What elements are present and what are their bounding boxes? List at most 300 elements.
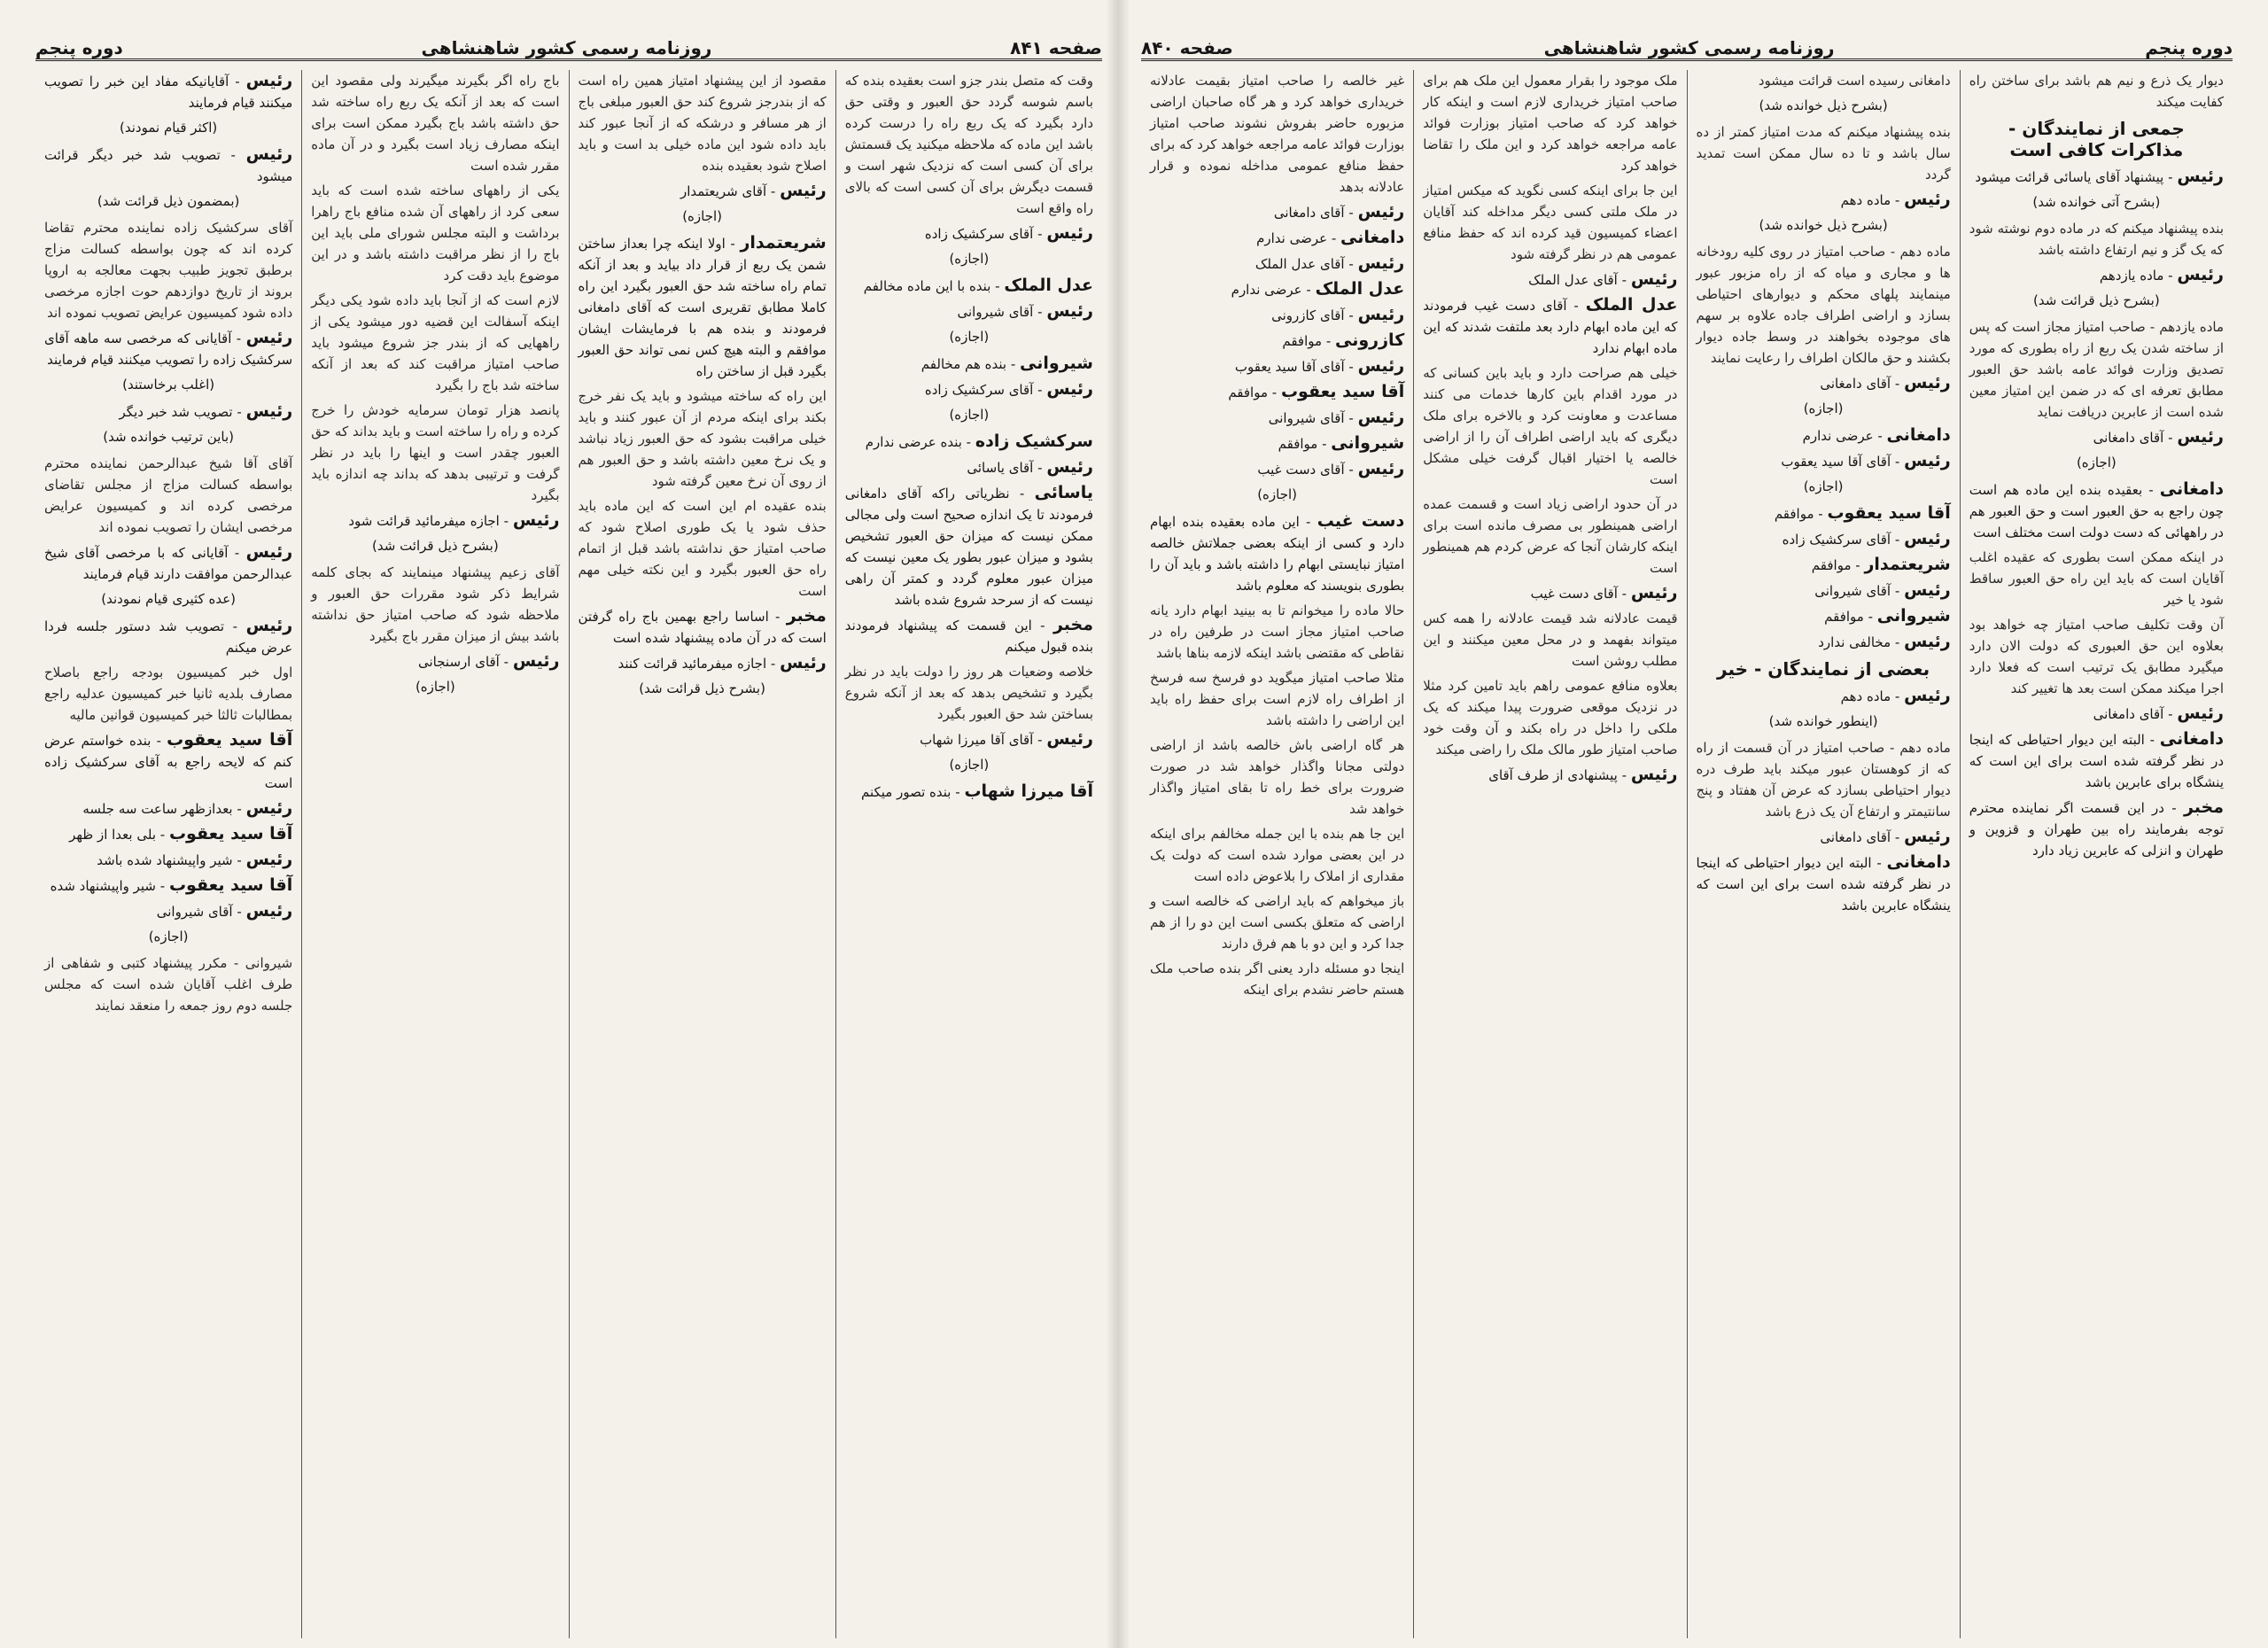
- text-column: [1413, 70, 1686, 1638]
- speech-paragraph: [1969, 426, 2224, 448]
- speaker-separator: -: [1891, 583, 1905, 599]
- speech-text: اساسا راجع بهمین باج راه گرفتن است که در آن ماده پیشنهاد شده است: [578, 609, 827, 646]
- speech-paragraph: [1697, 372, 1951, 394]
- speech-paragraph: [1150, 201, 1404, 223]
- speech-text: بنده تصور میکنم: [860, 784, 951, 800]
- procedural-note: (بشرح ذیل قرائت شد): [2033, 292, 2160, 308]
- speaker-name: رئیس: [1046, 457, 1093, 477]
- speech-paragraph: [845, 275, 1093, 297]
- speaker-name: رئیس: [780, 181, 827, 200]
- speaker-separator: -: [1851, 557, 1865, 573]
- speaker-separator: -: [1863, 609, 1877, 625]
- speaker-separator: -: [2163, 430, 2178, 446]
- speech-paragraph: [44, 144, 292, 187]
- text-column: [35, 70, 301, 1638]
- speaker-separator: -: [224, 618, 246, 634]
- page-header: [1141, 19, 2233, 61]
- body-paragraph: بنده پیشنهاد میکنم که مدت امتیاز کمتر از ده سال باشد و تا ده سال ممکن است تمدید گردد: [1696, 124, 1951, 183]
- body-paragraph: این جا هم بنده با این جمله مخالفم برای اینکه در این بعضی موارد شده است که دولت یک مقداری از املاک را بلاعوض داده است: [1150, 826, 1405, 884]
- speaker-separator: -: [1268, 385, 1281, 400]
- speech-text: بلی بعدا از ظهر: [69, 827, 157, 843]
- text-column: [569, 70, 835, 1638]
- page-840: [1118, 0, 2268, 1648]
- speaker-name: شیروانی: [1331, 433, 1405, 453]
- speech-paragraph: [1697, 502, 1951, 525]
- speaker-name: رئیس: [1904, 451, 1951, 470]
- speech-paragraph: [311, 509, 559, 532]
- speaker-separator: -: [766, 183, 781, 199]
- speaker-name: رئیس: [1046, 379, 1093, 399]
- speech-text: آقای دامغانی: [1820, 829, 1891, 845]
- speech-text: البته این دیوار احتیاطی که اینجا در نظر گرفته شده است برای این است که ینشگاه عابرین باشد: [1696, 855, 1951, 913]
- speech-paragraph: [845, 482, 1093, 610]
- speaker-name: رئیس: [245, 850, 293, 869]
- page-number: صفحه ۸۴۰: [1141, 37, 1233, 58]
- speaker-separator: -: [1617, 586, 1631, 602]
- speech-paragraph: [1150, 407, 1404, 429]
- body-paragraph: اینجا دو مسئله دارد یعنی اگر بنده صاحب ملک هستم حاضر نشدم برای اینکه: [1150, 960, 1405, 998]
- speech-paragraph: [1697, 450, 1951, 472]
- speech-text: شیر واپیشنهاد شده باشد: [97, 852, 233, 868]
- body-paragraph: قیمت عادلانه شد قیمت عادلانه را همه کس میتواند بفهمد و در محل معین میکنند و این مطلب روشن است: [1423, 610, 1678, 669]
- speaker-name: رئیس: [245, 542, 293, 562]
- procedural-note: (اجازه): [415, 679, 455, 695]
- speaker-separator: -: [1033, 226, 1047, 242]
- bold-remark: جمعی از نمایندگان - مذاکرات کافی است: [2008, 118, 2185, 160]
- speaker-name: مخبر: [2183, 797, 2224, 817]
- speech-paragraph: [1969, 703, 2224, 725]
- speaker-separator: -: [768, 609, 787, 625]
- text-column: [1687, 70, 1960, 1638]
- speech-text: موافقم: [1228, 385, 1269, 400]
- speech-paragraph: [1150, 458, 1404, 480]
- speaker-name: سرکشیک زاده: [975, 431, 1093, 451]
- speech-text: ماده دهم: [1840, 688, 1891, 704]
- speech-text: این قسمت که پیشنهاد فرمودند بنده قبول میکنم: [844, 618, 1093, 655]
- body-paragraph: لازم است که از آنجا باید داده شود یکی دیگر اینکه آسفالت این قضیه دور میشود یکی از راههایی که از بندر جز شروع میشود باید صاحب امتیاز مراقبت کند که بعد از آنکه ساخته شد باج را بگیرد: [311, 292, 560, 393]
- body-paragraph: ملک موجود را بقرار معمول این ملک هم برای صاحب امتیاز خریداری لازم است و اینکه کار خواهد کرد که صاحب امتیاز بوزارت فوائد عامه مراجعه خواهد کرد و این ملک را تقاضا خواهد کرد: [1423, 73, 1678, 174]
- speech-paragraph: [1150, 227, 1404, 249]
- speaker-separator: -: [1033, 732, 1047, 748]
- body-paragraph: ماده یازدهم - صاحب امتیاز مجاز است که پس از ساخته شدن یک ربع از راه بطوری که مورد تصدیق وزارت فوائد عامه باشد حق العبور مطابق تعرفه ای که در ضمن این امتیاز معین شده است از عابرین دریافت نماید: [1969, 319, 2224, 420]
- speech-text: آقای آقا سید یعقوب: [1234, 359, 1345, 375]
- body-paragraph: مثلا صاحب امتیاز میگوید دو فرسخ سه فرسخ از اطراف راه لازم است برای حفظ راه باید این اراضی را داشته باشد: [1150, 670, 1405, 728]
- speaker-name: آقا سید یعقوب: [168, 824, 293, 843]
- body-paragraph: حالا ماده را میخوانم تا به بینید ابهام دارد یانه صاحب امتیاز مجاز است در طرفین راه در نقاطی که مقتضی باشد اینکه لازمه بناها باشد: [1150, 602, 1405, 661]
- speaker-name: عدل الملک: [1585, 295, 1678, 315]
- speaker-separator: -: [1873, 428, 1887, 444]
- procedural-note: (بشرح ذیل قرائت شد): [639, 680, 765, 696]
- speaker-separator: -: [2163, 169, 2178, 185]
- body-paragraph: در آن حدود اراضی زیاد است و قسمت عمده اراضی همینطور بی مصرف مانده است برای اینکه کارشان آنجا که عرض کردم هم همینطور است: [1423, 496, 1678, 576]
- body-paragraph: این جا برای اینکه کسی نگوید که میکس امتیاز در ملک ملتی کسی دیگر مداخله کند آقایان اعضاء کمیسیون قید کرده اند که حفظ منافع عمومی هم در نظر گرفته شود: [1423, 183, 1678, 262]
- speaker-name: رئیس: [1904, 686, 1951, 705]
- speaker-separator: -: [499, 513, 513, 529]
- speech-text: آقای دامغانی: [2093, 706, 2164, 722]
- speaker-separator: -: [1891, 454, 1905, 470]
- body-paragraph: بعلاوه منافع عمومی راهم باید تامین کرد مثلا در نزدیک موقعی ضرورت پیدا میکند که یک ملکی را داخل در راه بکند و آن وقت خود صاحب امتیاز طور مالک ملک را راضی میکند: [1423, 678, 1678, 758]
- speaker-separator: -: [1344, 256, 1358, 272]
- speech-paragraph: [845, 353, 1093, 375]
- body-paragraph: بنده پیشنهاد میکنم که در ماده دوم نوشته شود که یک گز و نیم ارتفاع داشته باشد: [1969, 221, 2224, 258]
- speaker-separator: -: [1033, 304, 1047, 320]
- speech-paragraph: [44, 797, 292, 820]
- speech-paragraph: [1969, 728, 2224, 793]
- speech-paragraph: [1697, 189, 1951, 211]
- speaker-name: رئیس: [245, 798, 293, 818]
- speech-text: بنده با این ماده مخالفم: [863, 278, 991, 294]
- speech-paragraph: [1697, 528, 1951, 550]
- speaker-name: رئیس: [1904, 827, 1951, 846]
- speech-text: موافقم: [1278, 436, 1318, 452]
- speech-text: آقای عدل الملک: [1254, 256, 1345, 272]
- speaker-separator: -: [1009, 486, 1035, 501]
- procedural-note: (اجازه): [682, 208, 723, 224]
- body-paragraph: خلاصه وضعیات هر روز را دولت باید در نظر بگیرد و تشخیص بدهد که بعد از آنکه شروع بساختن شد حق العبور بگیرد: [844, 664, 1093, 722]
- speech-paragraph: [1969, 166, 2224, 188]
- speech-paragraph: [1150, 304, 1404, 326]
- speaker-separator: -: [1871, 855, 1887, 871]
- speech-text: آقای ارسنجانی: [418, 654, 500, 670]
- speech-paragraph: [1969, 478, 2224, 543]
- speech-text: آقای شیروانی: [1814, 583, 1891, 599]
- speaker-name: آقا سید یعقوب: [1827, 503, 1951, 523]
- speech-text: اجازه میفرمائید قرائت شود: [348, 513, 500, 529]
- speaker-name: عدل الملک: [1004, 276, 1093, 295]
- body-paragraph: مقصود از این پیشنهاد امتیاز همین راه است که از بندرجز شروع کند حق العبور مبلغی باج از هر مسافر و درشکه که از آنجا عبور کند باید داده شود این ماده خیلی بد است و باید اصلاح شود بعقیده بنده: [578, 73, 827, 174]
- procedural-note: (اجازه): [1803, 400, 1844, 416]
- speaker-name: رئیس: [2177, 704, 2224, 723]
- speech-text: آقای سرکشیک زاده: [1782, 532, 1891, 548]
- speaker-name: رئیس: [1046, 729, 1093, 749]
- speech-text: اولا اینکه چرا بعداز ساختن شمن یک ربع از قرار داد بیاید و بعد از آنکه تمام راه ساخته شد حق العبور بگیرد این راه کاملا مطابق تقریری است که آقای دامغانی فرمودند و بنده هم با فرمایشات ایشان موافقم و البته هیچ کس نمی تواند حق العبور بگیرد قبل از ساختن راه: [578, 236, 827, 379]
- speech-paragraph: [579, 652, 827, 674]
- speaker-separator: -: [232, 801, 246, 817]
- speech-text: آقای عدل الملک: [1528, 272, 1618, 288]
- newspaper-title: روزنامه رسمی کشور شاهنشاهی: [421, 37, 712, 58]
- speaker-name: شیروانی: [1020, 354, 1093, 373]
- speech-paragraph: [1150, 355, 1404, 377]
- speaker-separator: -: [1344, 205, 1358, 221]
- speech-text: اجازه میفرمائید قرائت کنند: [617, 656, 767, 672]
- speaker-name: رئیس: [245, 401, 293, 421]
- speaker-separator: -: [2142, 482, 2160, 498]
- speech-text: بعقیده بنده این ماده هم است چون راجع به حق العبور است و حق العبور هم در راههائی که دست دولت است مختلف است: [1969, 482, 2224, 540]
- text-column: [301, 70, 568, 1638]
- speech-paragraph: [845, 456, 1093, 478]
- body-paragraph: دیوار یک ذرع و نیم هم باشد برای ساختن راه کفایت میکند: [1969, 73, 2224, 110]
- speaker-separator: -: [156, 878, 169, 894]
- procedural-note: (بشرح آتی خوانده شد): [2032, 194, 2161, 210]
- speaker-name: رئیس: [245, 616, 293, 635]
- body-paragraph: شیروانی - مکرر پیشنهاد کتبی و شفاهی از طرف اغلب آقایان شده است که مجلس جلسه دوم روز جمعه را منعقد نمایند: [44, 955, 293, 1014]
- procedural-note: (بشرح ذیل خوانده شد): [1759, 97, 1888, 113]
- speaker-name: مخبر: [1052, 615, 1094, 634]
- speaker-name: رئیس: [1357, 305, 1405, 324]
- speaker-separator: -: [232, 404, 246, 420]
- speech-paragraph: [44, 849, 292, 871]
- speech-text: در این قسمت اگر نماینده محترم توجه بفرمایند راه بین طهران و قزوین و طهران و انزلی که عابرین زیاد دارد: [1969, 800, 2224, 859]
- speech-paragraph: [1697, 631, 1951, 653]
- speaker-name: رئیس: [245, 71, 293, 90]
- body-paragraph: اول خبر کمیسیون بودجه راجع باصلاح مصارف بلدیه ثانیا خبر کمیسیون عدلیه راجع بمطالبات ثالثا خبر کمیسیون قوانین مالیه: [44, 665, 293, 723]
- speech-text: بنده هم مخالفم: [920, 356, 1007, 372]
- procedural-note: (اجازه): [2076, 455, 2117, 470]
- speaker-name: شریعتمدار: [740, 233, 827, 253]
- speaker-separator: -: [1891, 192, 1905, 208]
- speech-text: بعدازظهر ساعت سه جلسه: [82, 801, 233, 817]
- body-paragraph: این راه که ساخته میشود و باید یک نفر خرج بکند برای اینکه مردم از آن عبور کنند و باید خیلی مراقبت بشود که حق العبور زیاد نباشد و یک نرخ معین داشته باشد و حق العبور هم از روی آن نرخ معین گرفته شود: [578, 388, 827, 489]
- speaker-name: رئیس: [1357, 356, 1405, 376]
- speaker-name: رئیس: [1904, 529, 1951, 548]
- speech-text: آقای شیروانی: [1268, 410, 1345, 426]
- speaker-name: رئیس: [512, 510, 560, 530]
- speech-paragraph: [1969, 264, 2224, 286]
- speech-paragraph: [44, 400, 292, 423]
- procedural-note: (باین ترتیب خوانده شد): [103, 429, 235, 445]
- procedural-note: (اغلب برخاستند): [122, 377, 215, 393]
- speaker-name: شیروانی: [1876, 606, 1951, 626]
- speaker-name: رئیس: [512, 651, 560, 671]
- speech-text: بنده خواستم عرض کنم که لایحه راجع به آقای سرکشیک زاده است: [44, 733, 293, 791]
- speaker-separator: -: [1891, 634, 1905, 650]
- speaker-name: کازرونی: [1335, 330, 1405, 350]
- speaker-separator: -: [499, 654, 513, 670]
- body-paragraph: ماده دهم - صاحب امتیاز در روی کلیه رودخانه ها و مجاری و میاه که از راه مزبور عبور مینمایند پلهای محکم و دیوارهای احتیاطی بسازد و اراضی اطراف جاده علاوه بر سهم های موجوده بخواهند در وسط جاده دیوار بکشند و حق مالکان اطراف را رعایت نمایند: [1696, 244, 1951, 366]
- body-paragraph: دامغانی رسیده است قرائت میشود: [1758, 73, 1951, 89]
- speech-paragraph: [1423, 268, 1677, 291]
- body-paragraph: ماده دهم - صاحب امتیاز در آن قسمت از راه که از کوهستان عبور میکند باید طرف دره دیوار احتیاطی بسازد که عرض آن هفتاد و پنج سانتیمتر و ارتفاع آن یک ذرع باشد: [1696, 740, 1951, 820]
- speech-text: آقای دامغانی: [1273, 205, 1345, 221]
- column-group: [35, 70, 1102, 1638]
- speaker-name: رئیس: [1046, 223, 1093, 243]
- period-label: دوره پنجم: [35, 37, 123, 58]
- speech-paragraph: [311, 650, 559, 672]
- speech-text: پیشنهاد آقای یاسائی قرائت میشود: [1975, 169, 2164, 185]
- speaker-separator: -: [220, 147, 246, 163]
- speaker-separator: -: [1031, 618, 1053, 634]
- page-841: [0, 0, 1118, 1648]
- speech-paragraph: [1150, 510, 1404, 596]
- speaker-name: رئیس: [2177, 167, 2224, 186]
- speech-paragraph: [1697, 579, 1951, 602]
- text-column: [1960, 70, 2233, 1638]
- speaker-separator: -: [2163, 800, 2184, 816]
- speaker-name: رئیس: [1904, 580, 1951, 600]
- speech-text: ماده یازدهم: [2099, 268, 2164, 284]
- speech-paragraph: [1697, 826, 1951, 848]
- speaker-separator: -: [1033, 460, 1047, 476]
- speech-text: آقای دست غیب فرمودند که این ماده ابهام دارد بعد ملتفت شدند که این ماده ابهام ندارد: [1423, 298, 1678, 356]
- speaker-name: دامغانی: [2159, 729, 2224, 749]
- text-column: [835, 70, 1102, 1638]
- speaker-separator: -: [1317, 436, 1332, 452]
- speech-text: مخالفی ندارد: [1818, 634, 1891, 650]
- speech-text: تصویب شد خبر دیگر قرائت میشود: [44, 147, 293, 184]
- speaker-separator: -: [1891, 829, 1905, 845]
- speaker-name: دامغانی: [1340, 228, 1405, 247]
- speaker-separator: -: [766, 656, 781, 672]
- speech-paragraph: [579, 180, 827, 202]
- page-number: صفحه ۸۴۱: [1010, 37, 1102, 58]
- speaker-name: رئیس: [1357, 408, 1405, 427]
- speech-paragraph: [44, 541, 292, 585]
- speech-text: این ماده بعقیده بنده ابهام دارد و کسی از اینکه بعضی جملاتش خالصه امتیاز نبایستی ابهام را داشته باشد و باید آن را بطوری بنویسند که معلوم باشد: [1150, 514, 1405, 594]
- speech-text: آقای آقا سید یعقوب: [1781, 454, 1891, 470]
- body-paragraph: یکی از راههای ساخته شده است که باید سعی کرد از راههای آن شده منافع باج راهرا برداشت و البته مجلس شورای ملی باید این باج را از نظر مراقبت داشته باشد و در این موضوع باید دقت کرد: [311, 183, 560, 284]
- speech-paragraph: [44, 327, 292, 370]
- speaker-name: رئیس: [2177, 427, 2224, 447]
- speaker-name: رئیس: [245, 328, 293, 347]
- speaker-name: رئیس: [1904, 190, 1951, 209]
- speech-paragraph: [1697, 685, 1951, 707]
- procedural-note: (بشرح ذیل خوانده شد): [1759, 217, 1888, 233]
- speaker-separator: -: [1006, 356, 1021, 372]
- speech-paragraph: [845, 300, 1093, 323]
- body-paragraph: آقای آقا شیخ عبدالرحمن نماینده محترم بواسطه کسالت مزاج از مجلس تقاضای مرخصی کرده اند و کمیسیون عرایض مرخصی ایشان را تصویب نموده اند: [44, 455, 293, 535]
- speaker-name: آقا سید یعقوب: [168, 875, 293, 895]
- speech-text: آقای آقا میرزا شهاب: [920, 732, 1034, 748]
- speaker-separator: -: [1617, 272, 1631, 288]
- speaker-name: رئیس: [1046, 301, 1093, 321]
- speaker-separator: -: [1566, 298, 1586, 314]
- speech-paragraph: [579, 232, 827, 382]
- column-group: [1141, 70, 2233, 1638]
- procedural-note: (اکثر قیام نمودند): [120, 120, 218, 136]
- speaker-name: رئیس: [245, 144, 293, 164]
- speech-paragraph: [845, 431, 1093, 453]
- bold-remark: بعضی از نمایندگان - خیر: [1717, 658, 1930, 680]
- speaker-name: آقا سید یعقوب: [1280, 382, 1405, 401]
- speaker-name: رئیس: [1904, 373, 1951, 393]
- speaker-separator: -: [1299, 514, 1317, 530]
- procedural-note: (اینطور خوانده شد): [1768, 713, 1878, 729]
- body-paragraph: آقای زعیم پیشنهاد مینمایند که بجای کلمه شرایط ذکر شود مقررات حق العبور و ملاحظه شود که صاحب امتیاز حق نداشته باشد بیش از میزان مقرر باج بگیرد: [311, 564, 560, 644]
- body-paragraph: در اینکه ممکن است بطوری که عقیده اغلب آقایان است که باید این راه حق العبور ساقط شود یا خیر: [1969, 549, 2224, 608]
- speech-text: عرضی ندارم: [1231, 282, 1302, 298]
- speaker-name: آقا میرزا شهاب: [964, 781, 1093, 801]
- speech-text: پیشنهادی از طرف آقای: [1488, 767, 1618, 783]
- speech-text: شیر واپیشنهاد شده: [50, 878, 157, 894]
- body-paragraph: خیلی هم صراحت دارد و باید باین کسانی که در مورد اقدام باین کارها خدمات می کنند مساعدت و معاونت کرد و بالاخره برای ملک دیگری که باید اراضی اطراف آن را از اراضی خالصه یا اختیار اقبال گرفت خیلی مشکل است: [1423, 365, 1678, 487]
- speech-text: آقایانی که مرخصی سه ماهه آقای سرکشیک زاده را تصویب میکنند قیام فرمایند: [44, 330, 293, 368]
- speech-text: آقای دست غیب: [1257, 462, 1345, 478]
- speech-text: موافقم: [1811, 557, 1852, 573]
- speech-text: آقای دامغانی: [1820, 376, 1891, 392]
- speech-text: آقایانی که با مرخصی آقای شیخ عبدالرحمن موافقت دارند قیام فرمایند: [44, 545, 293, 582]
- speech-text: موافقم: [1824, 609, 1864, 625]
- procedural-note: (اجازه): [1257, 486, 1298, 502]
- speaker-separator: -: [1891, 688, 1905, 704]
- speech-text: آقای سرکشیک زاده: [924, 226, 1034, 242]
- speaker-separator: -: [1344, 462, 1358, 478]
- speaker-name: مخبر: [786, 606, 827, 626]
- speaker-name: رئیس: [1357, 459, 1405, 478]
- procedural-note: (عده کثیری قیام نمودند): [101, 591, 237, 607]
- speaker-separator: -: [1814, 506, 1828, 522]
- speech-text: تصویب شد خبر دیگر: [119, 404, 233, 420]
- speaker-separator: -: [1322, 333, 1336, 349]
- speaker-separator: -: [725, 236, 741, 252]
- speech-paragraph: [44, 875, 292, 897]
- speech-paragraph: [1423, 764, 1677, 786]
- speaker-separator: -: [1033, 382, 1047, 398]
- speaker-name: یاسائی: [1034, 483, 1094, 502]
- body-paragraph: وقت که متصل بندر جزو است بعقیده بنده که باسم شوسه گردد حق العبور و وقتی حق دارد بگیرد که یک ربع راه را درست کرده باشد این ماده که ملاحظه میکنید یک قسمتش برای آن کسی است که نزدیک شهر است و قسمت دیگرش برای آن کسی است که بالای راه واقع است: [844, 73, 1093, 216]
- speaker-separator: -: [2163, 706, 2178, 722]
- speaker-separator: -: [232, 904, 246, 920]
- speaker-separator: -: [2163, 268, 2178, 284]
- speech-paragraph: [44, 900, 292, 922]
- speech-text: آقای کازرونی: [1271, 307, 1345, 323]
- speaker-name: رئیس: [1904, 632, 1951, 651]
- speech-text: آقای شیروانی: [156, 904, 233, 920]
- speech-paragraph: [845, 378, 1093, 400]
- speaker-separator: -: [1327, 230, 1340, 246]
- body-paragraph: باج راه اگر بگیرند میگیرند ولی مقصود این است که بعد از آنکه یک ربع راه ساخته شد حق داشته باشد باج بگیرد ممکن است برای اینکه مصارف زیاد است بگیرد و در آن ماده مقرر شده است: [311, 73, 560, 174]
- speech-text: آقایانیکه مفاد این خبر را تصویب میکنند قیام فرمایند: [44, 74, 293, 111]
- body-paragraph: آن وقت تکلیف صاحب امتیاز چه خواهد بود بعلاوه این حق العبوری که دولت الان دارد میگیرد مطابق یک ترتیب است که فعلا دارد اجرا میکند ممکن است بعد ها تغییر کند: [1969, 617, 2224, 696]
- speech-text: ماده دهم: [1840, 192, 1891, 208]
- speech-text: موافقم: [1282, 333, 1323, 349]
- procedural-note: (بمضمون ذیل قرائت شد): [97, 193, 240, 209]
- speaker-name: رئیس: [1357, 202, 1405, 222]
- speech-paragraph: [845, 728, 1093, 750]
- speech-text: عرضی ندارم: [1802, 428, 1874, 444]
- procedural-note: (اجازه): [949, 757, 990, 773]
- speech-text: نظریاتی راکه آقای دامغانی فرمودند تا یک اندازه صحیح است ولی مجالی ممکن نیست که میزان حق العبور تشخیص بشود و میزان عبور بطور یک معین نیست که میزان عبور معلوم گردد و کمتر آن راهی نیست که از سرحد شروع شده باشد: [844, 486, 1093, 608]
- speech-text: تصویب شد دستور جلسه فردا عرض میکنم: [44, 618, 293, 656]
- speech-text: آقای دست غیب: [1530, 586, 1618, 602]
- speaker-separator: -: [951, 784, 965, 800]
- speaker-separator: -: [1344, 359, 1358, 375]
- speech-paragraph: [1697, 605, 1951, 627]
- speech-text: البته این دیوار احتیاطی که اینجا در نظر گرفته شده است برای این است که ینشگاه برای عابرین باشد: [1969, 732, 2224, 790]
- speech-paragraph: [1697, 851, 1951, 916]
- speaker-name: رئیس: [1630, 269, 1678, 289]
- newspaper-title: روزنامه رسمی کشور شاهنشاهی: [1543, 37, 1835, 58]
- speech-text: عرضی ندارم: [1256, 230, 1328, 246]
- speech-text: آقای شیروانی: [957, 304, 1034, 320]
- speech-paragraph: [845, 614, 1093, 657]
- speech-paragraph: [1150, 330, 1404, 352]
- speech-paragraph: [44, 70, 292, 113]
- speaker-name: رئیس: [1357, 253, 1405, 273]
- body-paragraph: بنده عقیده ام این است که این ماده باید حذف شود یا یک طوری اصلاح شود که صاحب امتیاز حق نداشته باشد قبل از اتمام راه حق العبور بگیرد و این نکته خیلی مهم است: [578, 498, 827, 599]
- procedural-note: (اجازه): [148, 929, 189, 944]
- speaker-name: شریعتمدار: [1864, 555, 1951, 574]
- speech-text: آقای شریعتمدار: [680, 183, 767, 199]
- speech-paragraph: [44, 823, 292, 845]
- speaker-separator: -: [990, 278, 1005, 294]
- speaker-separator: -: [961, 434, 975, 450]
- speech-paragraph: [44, 615, 292, 658]
- speech-text: بنده عرضی ندارم: [865, 434, 962, 450]
- speaker-separator: -: [229, 74, 246, 89]
- speaker-separator: -: [231, 330, 246, 346]
- speaker-separator: -: [1617, 767, 1631, 783]
- speech-paragraph: [1150, 432, 1404, 455]
- speech-paragraph: [1150, 381, 1404, 403]
- body-paragraph: باز میخواهم که باید اراضی که خالصه است و اراضی که متعلق بکسی است این دو را از هم جدا کرد و این دو با هم فرق دارند: [1150, 893, 1405, 952]
- speaker-separator: -: [1344, 410, 1358, 426]
- speaker-separator: -: [232, 852, 246, 868]
- speaker-name: دست غیب: [1317, 511, 1405, 531]
- speech-paragraph: [1150, 278, 1404, 300]
- speech-paragraph: [1423, 294, 1677, 359]
- speaker-separator: -: [228, 545, 246, 561]
- body-paragraph: پانصد هزار تومان سرمایه خودش را خرج کرده و راه را ساخته است و باید بداند که حق العبور چقدر است و اینها را باید در نظر گرفت و ترتیبی بدهد که بداند چه اندازه باید بگیرد: [311, 402, 560, 503]
